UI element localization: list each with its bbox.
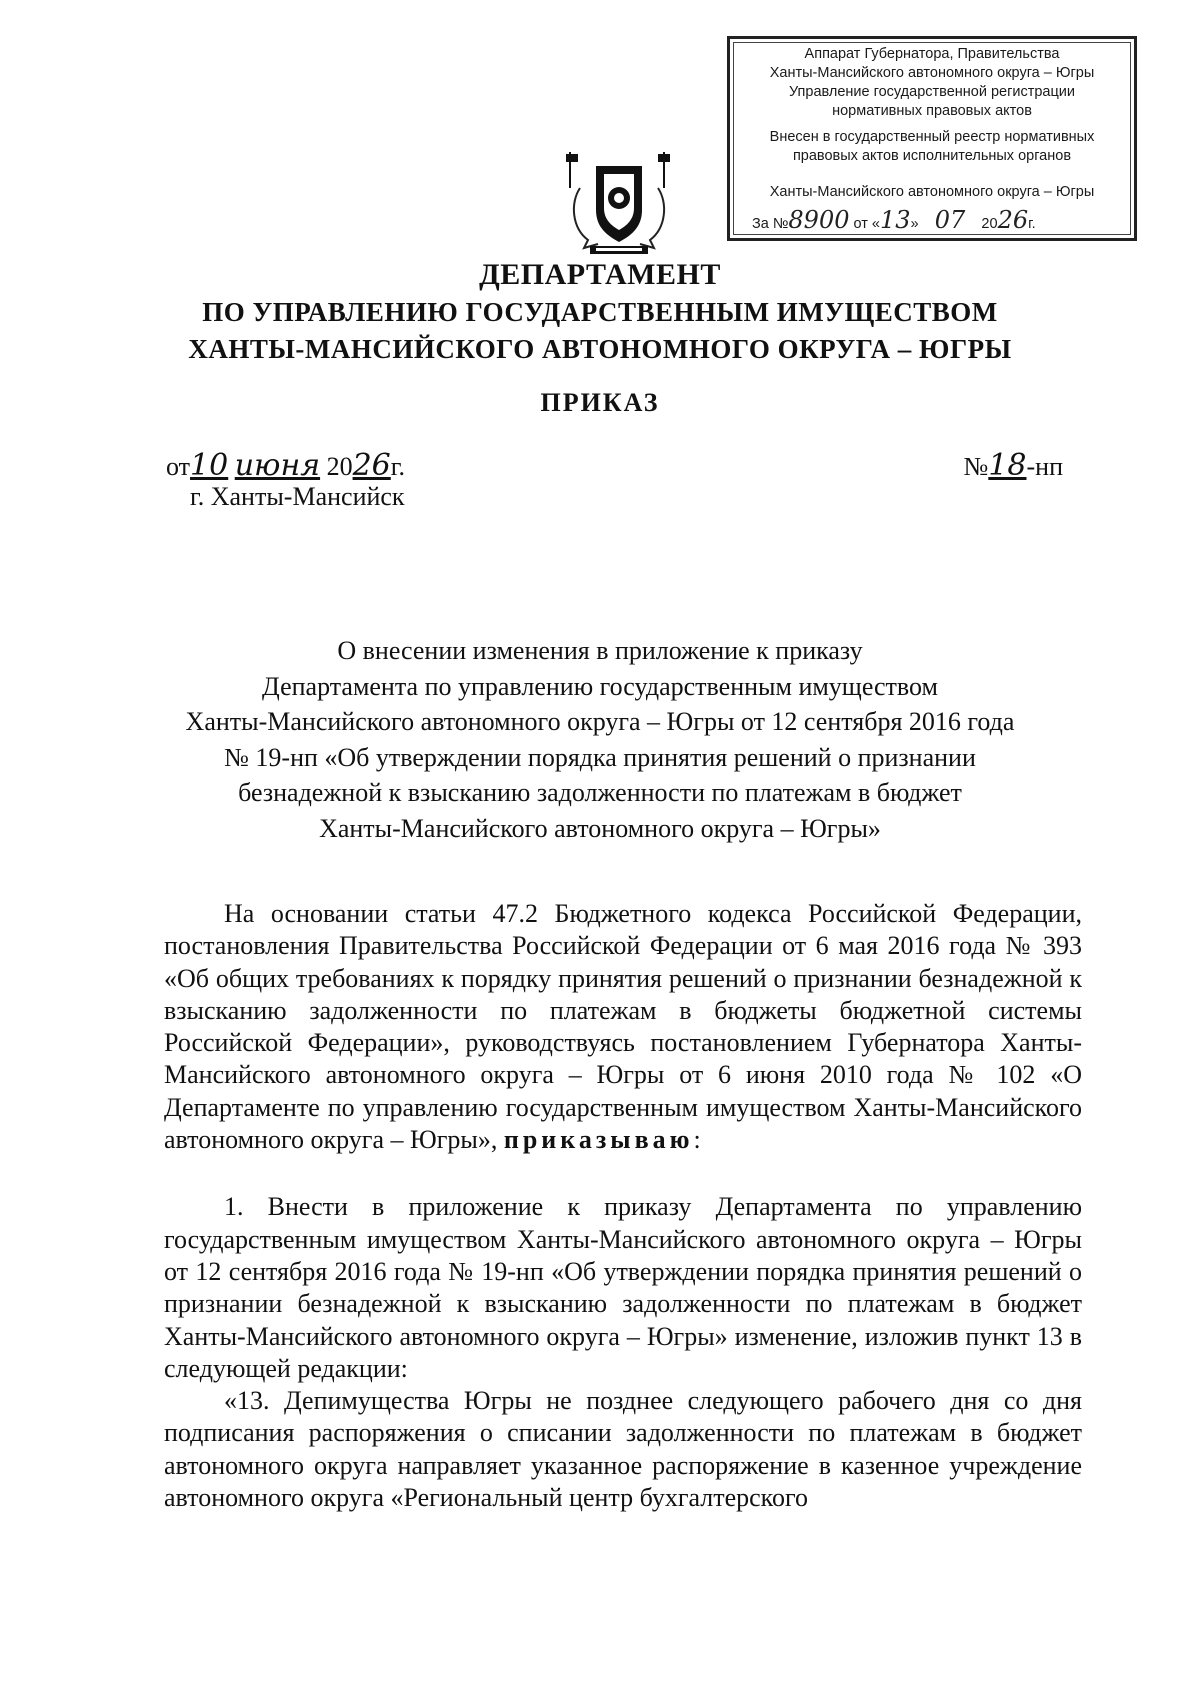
stamp-line: Управление государственной регистрации — [788, 84, 1076, 100]
stamp-line: Ханты-Мансийского автономного округа – Югры — [769, 65, 1095, 81]
stamp-region-line: Ханты-Мансийского автономного округа – Югры — [769, 184, 1095, 200]
title-line: Ханты-Мансийского автономного округа – Югры от 12 сентября 2016 года — [185, 707, 1015, 736]
stamp-line: нормативных правовых актов — [832, 103, 1032, 119]
stamp-registry-block — [730, 128, 1134, 166]
order-date-year: 26 — [352, 448, 391, 483]
preamble-paragraph: На основании статьи 47.2 Бюджетного кодекса Российской Федерации, постановления Правительства Российской Федерации от 6 мая 2016 года № 393 «Об общих требованиях к порядку принятия решений о признании безнадежной к взысканию задолженности по платежам в бюджеты бюджетной системы Российской Федерации», руководствуясь постановлением Губернатора Ханты-Мансийского автономного округа – Югры от 6 июня 2010 года № 102 «О Департаменте по управлению государственным имуществом Ханты-Мансийского автономного округа – Югры», приказываю: — [164, 899, 1082, 1155]
title-line: № 19-нп «Об утверждении порядка принятия решений о признании — [224, 742, 976, 772]
order-number: №18-нп — [963, 448, 1063, 483]
title-line: О внесении изменения в приложение к приказу — [337, 636, 863, 665]
department-title: ДЕПАРТАМЕНТ — [479, 258, 721, 291]
stamp-line: Внесен в государственный реестр нормативных — [769, 129, 1095, 145]
stamp-reg-number: 8900 — [788, 206, 850, 234]
title-line: Департамента по управлению государственным имуществом — [262, 671, 938, 701]
stamp-authority-block — [730, 45, 1134, 121]
coat-of-arms-emblem — [560, 148, 678, 258]
order-number-value: 18 — [988, 448, 1027, 483]
title-line: безнадежной к взысканию задолженности по платежам в бюджет — [238, 778, 962, 807]
department-subtitle: ПО УПРАВЛЕНИЮ ГОСУДАРСТВЕННЫМ ИМУЩЕСТВОМ — [202, 297, 998, 327]
registration-stamp — [727, 36, 1137, 241]
stamp-reg-day: 13 — [880, 206, 911, 234]
order-date-day: 10 — [190, 448, 229, 483]
stamp-line: Аппарат Губернатора, Правительства — [804, 46, 1060, 62]
stamp-reg-month: 07 — [934, 206, 966, 234]
order-city: г. Ханты-Мансийск — [190, 482, 405, 511]
stamp-reg-year: 26 — [997, 206, 1029, 234]
item-1-paragraph: 1. Внести в приложение к приказу Департамента по управлению государственным имуществом Ханты-Мансийского автономного округа – Югры от 12 сентября 2016 года № 19-нп «Об утверждении порядка принятия решений о признании безнадежной к взысканию задолженности по платежам в бюджет Ханты-Мансийского автономного округа – Югры» изменение, изложив пункт 13 в следующей редакции: — [164, 1192, 1082, 1383]
order-date-month: июня — [234, 448, 321, 483]
order-date: от10 июня 2026г. — [166, 448, 405, 483]
title-line: Ханты-Мансийского автономного округа – Югры» — [319, 813, 881, 843]
item-13-paragraph: «13. Депимущества Югры не позднее следующего рабочего дня со дня подписания распоряжения о списании задолженности по платежам в бюджет автономного округа направляет указанное распоряжение в казенное учреждение автономного округа «Региональный центр бухгалтерского — [164, 1386, 1082, 1513]
document-type: ПРИКАЗ — [540, 388, 660, 417]
department-region: ХАНТЫ-МАНСИЙСКОГО АВТОНОМНОГО ОКРУГА – ЮГРЫ — [188, 334, 1012, 364]
order-keyword: приказываю — [503, 1125, 694, 1155]
stamp-line: правовых актов исполнительных органов — [792, 148, 1072, 164]
order-body — [164, 898, 1082, 1514]
stamp-registration-row: За №8900 от «13» 07 2026г. — [752, 206, 1036, 234]
order-title — [120, 633, 1080, 846]
